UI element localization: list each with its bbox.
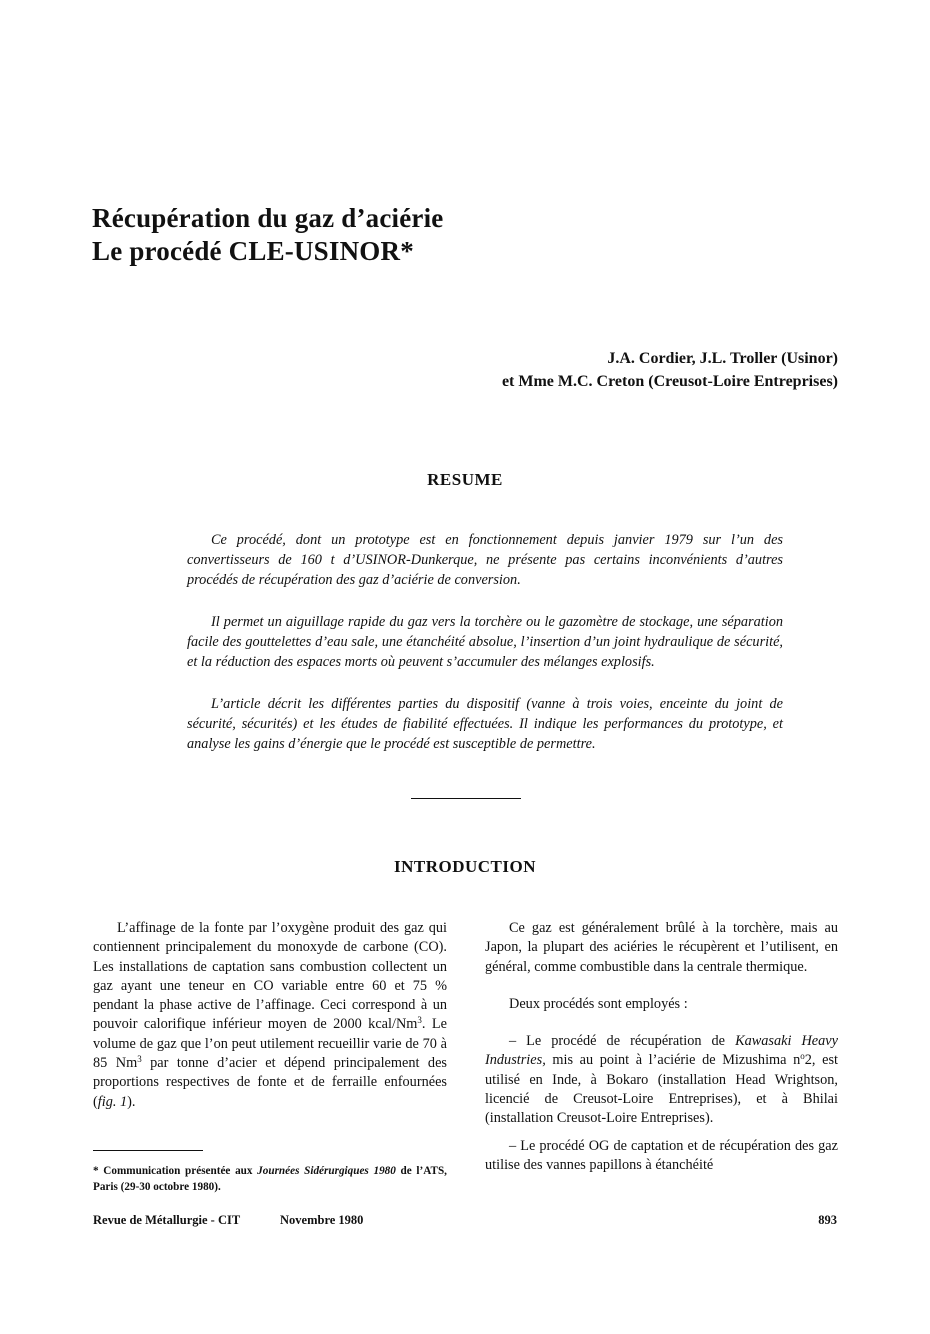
superscript: o xyxy=(800,1051,805,1062)
footnote-text: * Communication présentée aux xyxy=(93,1165,258,1177)
footnote-divider xyxy=(93,1150,203,1151)
authors-line-1: J.A. Cordier, J.L. Troller (Usinor) xyxy=(607,350,838,367)
title-line-2: Le procédé CLE-USINOR* xyxy=(92,236,414,266)
abstract-paragraph-2: Il permet un aiguillage rapide du gaz vers la torchère ou le gazomètre de stockage, une séparation facile des gouttelettes d’eau sale, une étanchéité absolue, l’insertion d’un joint hydraulique de sécurité, et la réduction des espaces morts où peuvent s’accumuler des mélanges explosifs. xyxy=(187,614,783,670)
intro-text: mis au point à l’aciérie de Mizushima n xyxy=(545,1052,801,1069)
article-title xyxy=(92,202,444,268)
footnote-event: Journées Sidérurgiques 1980 xyxy=(257,1165,396,1177)
intro-paragraph-4 xyxy=(485,1032,838,1128)
abstract-paragraph-1: Ce procédé, dont un prototype est en fonctionnement depuis janvier 1979 sur l’un des convertisseurs de 160 t d’USINOR-Dunkerque, ne présente pas certains inconvénients d’autres procédés de récupération des gaz d’aciérie de conversion. xyxy=(187,532,783,588)
authors-line-2: et Mme M.C. Creton (Creusot-Loire Entreprises) xyxy=(501,373,838,390)
intro-paragraph-3: Deux procédés sont employés : xyxy=(509,995,688,1012)
intro-paragraph-2: Ce gaz est généralement brûlé à la torchère, mais au Japon, la plupart des aciéries le récupèrent et l’utilisent, en général, comme combustible dans la centrale thermique. xyxy=(485,920,838,975)
body-column-left xyxy=(93,919,447,1112)
intro-text: – Le procédé de récupération de xyxy=(509,1033,736,1050)
intro-paragraph-5: – Le procédé OG de captation et de récupération des gaz utilise des vannes papillons à étanchéité xyxy=(485,1137,838,1173)
intro-text: 2, est utilisé en Inde, à Bokaro (installation Head Wrightson, licencié de Creusot-Loire Entreprises), et à Bhilai (installation Creusot-Loire Entreprises). xyxy=(485,1052,838,1127)
intro-text: par tonne d’acier et dépend principalement des proportions respectives de fonte et de ferraille enfournées ( xyxy=(93,1055,447,1110)
introduction-heading: INTRODUCTION xyxy=(393,857,537,876)
intro-text: L’affinage de la fonte par l’oxygène produit des gaz qui contiennent principalement du monoxyde de carbone (CO). Les installations de captation sans combustion collectent un gaz ayant une teneur en CO variable entre 60 et 75 % pendant la phase active de l’affinage. Ceci correspond à un pouvoir calorifique inférieur moyen de 2000 kcal/Nm xyxy=(93,920,447,1033)
superscript: 3 xyxy=(417,1015,422,1026)
abstract xyxy=(187,530,783,776)
title-line-1: Récupération du gaz d’aciérie xyxy=(92,203,444,233)
footer-date: Novembre 1980 xyxy=(280,1213,364,1227)
resume-heading: RESUME xyxy=(427,470,503,489)
footer-journal: Revue de Métallurgie - CIT xyxy=(93,1213,241,1227)
superscript: 3 xyxy=(137,1054,142,1065)
page-number: 893 xyxy=(818,1213,837,1227)
section-divider xyxy=(411,798,521,799)
intro-paragraph-1 xyxy=(93,919,447,1112)
footnote xyxy=(93,1163,447,1195)
footnote-text: de l’ATS, Paris (29-30 octobre 1980). xyxy=(93,1165,447,1193)
body-column-right xyxy=(485,919,838,1193)
abstract-paragraph-3: L’article décrit les différentes parties du dispositif (vanne à trois voies, enceinte du joint de sécurité, sécurités) et les études de fiabilité effectuées. Il indique les performances du prototype, et analyse les gains d’énergie que le procédé est susceptible de permettre. xyxy=(187,696,783,752)
figure-reference: fig. 1 xyxy=(97,1093,128,1110)
intro-text: ). xyxy=(127,1093,136,1110)
intro-text: . Le volume de gaz que l’on peut utilement recueillir varie de 70 à 85 Nm xyxy=(93,1016,447,1072)
author-block xyxy=(502,347,838,393)
company-name: Kawasaki Heavy Industries, xyxy=(485,1033,838,1069)
